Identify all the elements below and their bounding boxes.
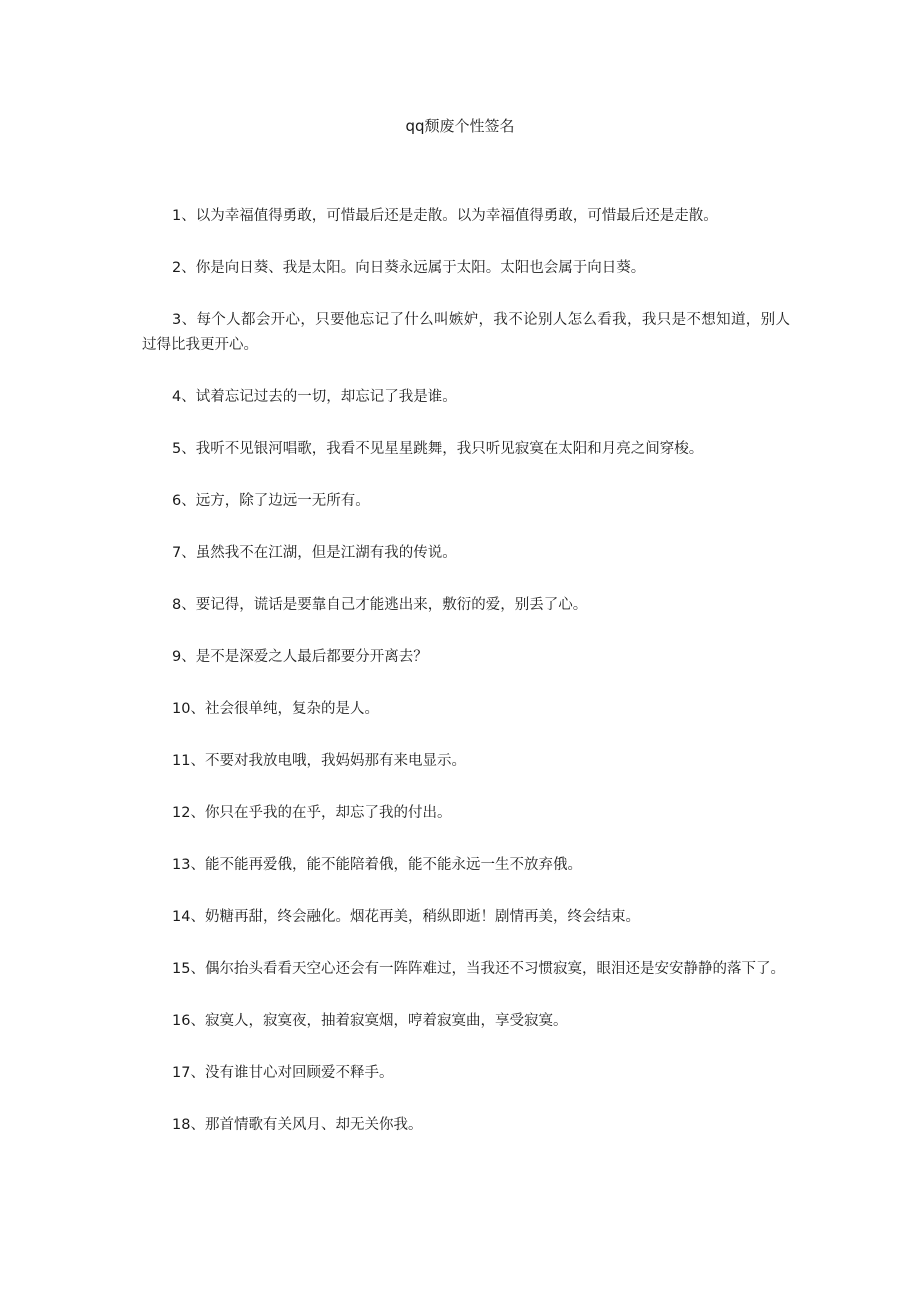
item-separator: 、 xyxy=(181,493,196,509)
document-title: qq颓废个性签名 xyxy=(405,117,515,135)
list-item xyxy=(142,593,790,618)
item-number: 6 xyxy=(172,493,182,509)
list-item xyxy=(142,957,790,982)
item-separator: 、 xyxy=(190,753,205,769)
item-text: 能不能再爱俄，能不能陪着俄，能不能永远一生不放弃俄。 xyxy=(204,857,582,873)
list-item xyxy=(142,437,790,462)
list-item xyxy=(142,1113,790,1138)
item-separator: 、 xyxy=(190,1013,205,1029)
item-separator: 、 xyxy=(190,701,205,717)
item-separator: 、 xyxy=(181,649,196,665)
item-number: 7 xyxy=(172,545,182,561)
list-item xyxy=(142,749,790,774)
item-text: 没有谁甘心对回顾爱不释手。 xyxy=(204,1065,394,1081)
list-item xyxy=(142,1009,790,1034)
item-separator: 、 xyxy=(181,389,196,405)
item-number: 12 xyxy=(172,805,191,821)
item-text: 偶尔抬头看看天空心还会有一阵阵难过，当我还不习惯寂寞，眼泪还是安安静静的落下了。 xyxy=(204,961,785,977)
list-item xyxy=(142,853,790,878)
item-separator: 、 xyxy=(181,208,196,224)
item-separator: 、 xyxy=(190,1065,205,1081)
list-item xyxy=(142,385,790,410)
item-separator: 、 xyxy=(190,1117,205,1133)
item-text: 是不是深爱之人最后都要分开离去？ xyxy=(195,649,428,665)
list-item xyxy=(142,905,790,930)
item-number: 2 xyxy=(172,260,182,276)
list-item xyxy=(142,256,790,281)
item-number: 4 xyxy=(172,389,182,405)
item-text: 你只在乎我的在乎，却忘了我的付出。 xyxy=(204,805,452,821)
item-number: 13 xyxy=(172,857,191,873)
item-separator: 、 xyxy=(181,260,196,276)
item-separator: 、 xyxy=(181,545,196,561)
item-text: 远方，除了边远一无所有。 xyxy=(195,493,370,509)
item-number: 1 xyxy=(172,208,182,224)
item-number: 15 xyxy=(172,961,191,977)
item-separator: 、 xyxy=(181,312,197,328)
item-number: 9 xyxy=(172,649,182,665)
item-text: 试着忘记过去的一切，却忘记了我是谁。 xyxy=(195,389,457,405)
item-text: 寂寞人，寂寞夜，抽着寂寞烟，哼着寂寞曲，享受寂寞。 xyxy=(204,1013,568,1029)
item-number: 18 xyxy=(172,1117,191,1133)
list-item xyxy=(142,489,790,514)
item-number: 16 xyxy=(172,1013,191,1029)
item-number: 14 xyxy=(172,909,191,925)
item-text: 我听不见银河唱歌，我看不见星星跳舞，我只听见寂寞在太阳和月亮之间穿梭。 xyxy=(195,441,704,457)
list-item xyxy=(142,308,790,358)
item-separator: 、 xyxy=(190,909,205,925)
item-text: 社会很单纯，复杂的是人。 xyxy=(204,701,379,717)
list-item xyxy=(142,801,790,826)
signature-list xyxy=(142,204,790,1165)
item-number: 8 xyxy=(172,597,182,613)
item-number: 3 xyxy=(172,312,182,328)
item-separator: 、 xyxy=(181,441,196,457)
item-separator: 、 xyxy=(181,597,196,613)
item-number: 10 xyxy=(172,701,191,717)
item-separator: 、 xyxy=(190,857,205,873)
list-item xyxy=(142,645,790,670)
item-number: 17 xyxy=(172,1065,191,1081)
item-text: 不要对我放电哦，我妈妈那有来电显示。 xyxy=(204,753,466,769)
item-separator: 、 xyxy=(190,961,205,977)
list-item xyxy=(142,697,790,722)
item-number: 11 xyxy=(172,753,191,769)
item-text: 以为幸福值得勇敢，可惜最后还是走散。以为幸福值得勇敢，可惜最后还是走散。 xyxy=(195,208,718,224)
item-text: 你是向日葵、我是太阳。向日葵永远属于太阳。太阳也会属于向日葵。 xyxy=(195,260,646,276)
item-text: 每个人都会开心，只要他忘记了什么叫嫉妒，我不论别人怎么看我，我只是不想知道，别人过得比我更开心。 xyxy=(142,312,791,353)
item-text: 那首情歌有关风月、却无关你我。 xyxy=(204,1117,423,1133)
list-item xyxy=(142,1061,790,1086)
item-text: 要记得，谎话是要靠自己才能逃出来，敷衍的爱，别丢了心。 xyxy=(195,597,588,613)
item-text: 虽然我不在江湖，但是江湖有我的传说。 xyxy=(195,545,457,561)
list-item xyxy=(142,204,790,229)
item-separator: 、 xyxy=(190,805,205,821)
list-item xyxy=(142,541,790,566)
item-number: 5 xyxy=(172,441,182,457)
item-text: 奶糖再甜，终会融化。烟花再美，稍纵即逝！剧情再美，终会结束。 xyxy=(204,909,640,925)
